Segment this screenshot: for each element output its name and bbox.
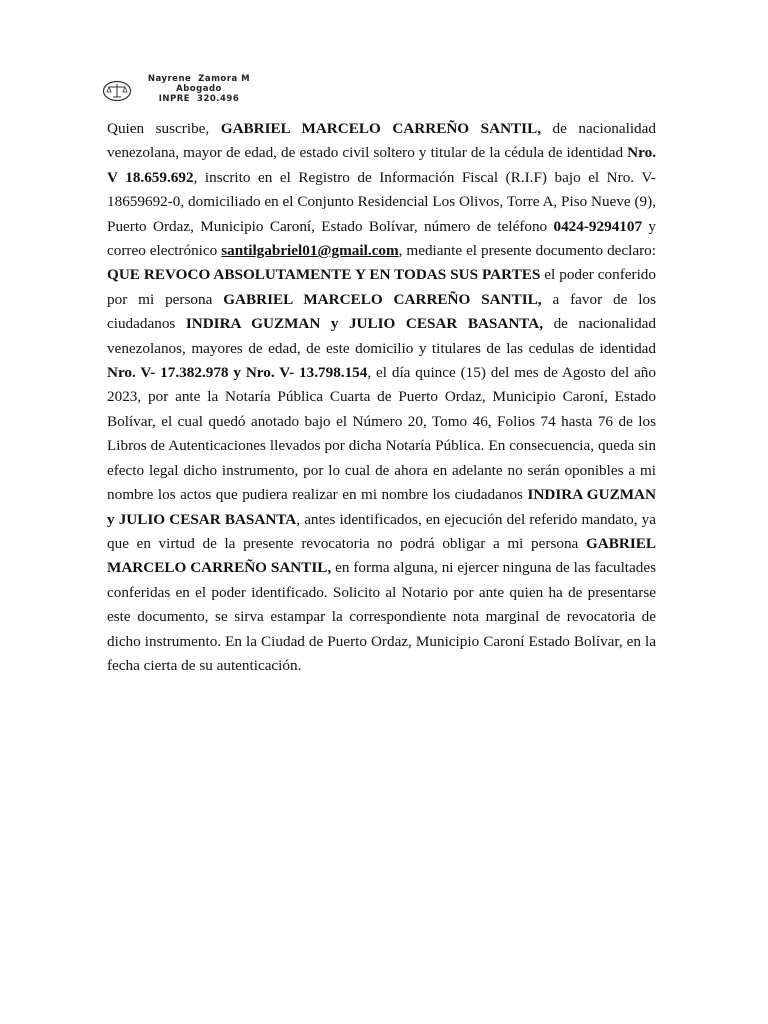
- text-run: , inscrito en el Registro de Información Fiscal (R.I.F) bajo el Nro. V-18659692-0, domiciliado en el Conjunto Residencial Los Olivos, Torre A, Piso Nueve (9), Puerto Ordaz, Municipio Caroní, Estado Bolívar, número de teléfono: [107, 168, 656, 235]
- text-run: de nacionalidad venezolana, mayor de edad, de estado civil soltero y titular de la cédula de identidad: [107, 120, 656, 162]
- text-run: , mediante el presente documento declaro:: [398, 242, 656, 260]
- text-run: el poder conferido por mi persona: [107, 266, 656, 308]
- principal-name: GABRIEL MARCELO CARREÑO SANTIL,: [223, 290, 542, 308]
- agent-id-numbers: Nro. V- 17.382.978 y Nro. V- 13.798.154: [107, 364, 368, 382]
- letterhead-text: [140, 74, 258, 104]
- text-run: , antes identificados, en ejecución del referido mandato, ya que en virtud de la presente revocatoria no podrá obligar a mi persona: [107, 510, 656, 552]
- revocation-statement: QUE REVOCO ABSOLUTAMENTE Y EN TODAS SUS PARTES: [107, 266, 541, 284]
- letterhead: [100, 74, 270, 108]
- inpre-number: INPRE 320.496: [158, 94, 240, 104]
- revocation-declaration: [107, 117, 656, 678]
- text-run: , el día quince (15) del mes de Agosto del año 2023, por ante la Notaría Pública Cuarta de Puerto Ordaz, Municipio Caroní, Estado Bolívar, el cual quedó anotado bajo el Número 20, Tomo 46, Folios 74 hasta 76 de los Libros de Autenticaciones llevados por dicha Notaría Pública. En consecuencia, queda sin efecto legal dicho instrumento, por lo cual de ahora en adelante no serán oponibles a mi nombre los actos que pudiera realizar en mi nombre los ciudadanos: [107, 364, 656, 504]
- text-run: Quien suscribe,: [107, 120, 221, 137]
- text-run: en forma alguna, ni ejercer ninguna de las facultades conferidas en el poder identificado. Solicito al Notario por ante quien ha de presentarse este documento, se sirva estampar la correspondiente nota marginal de revocatoria de dicho instrumento. En la Ciudad de Puerto Ordaz, Municipio Caroní Estado Bolívar, en la fecha cierta de su autenticación.: [107, 559, 656, 674]
- id-number: Nro. V 18.659.692: [107, 144, 656, 186]
- email-address: santilgabriel01@gmail.com: [221, 242, 399, 260]
- phone-number: 0424-9294107: [553, 217, 643, 235]
- principal-name: GABRIEL MARCELO CARREÑO SANTIL,: [220, 120, 541, 137]
- text-run: y correo electrónico: [107, 217, 656, 260]
- agent-names: INDIRA GUZMAN y JULIO CESAR BASANTA: [107, 486, 656, 528]
- principal-name: GABRIEL MARCELO CARREÑO SANTIL,: [107, 534, 656, 577]
- agent-names: INDIRA GUZMAN y JULIO CESAR BASANTA,: [185, 315, 544, 333]
- text-run: a favor de los ciudadanos: [107, 290, 657, 333]
- text-run: de nacionalidad venezolanos, mayores de edad, de este domicilio y titulares de las cedulas de identidad: [107, 315, 656, 357]
- lawyer-title: Abogado: [176, 84, 222, 94]
- lawyer-name: Nayrene Zamora M: [147, 74, 251, 84]
- scales-of-justice-icon: [102, 80, 132, 102]
